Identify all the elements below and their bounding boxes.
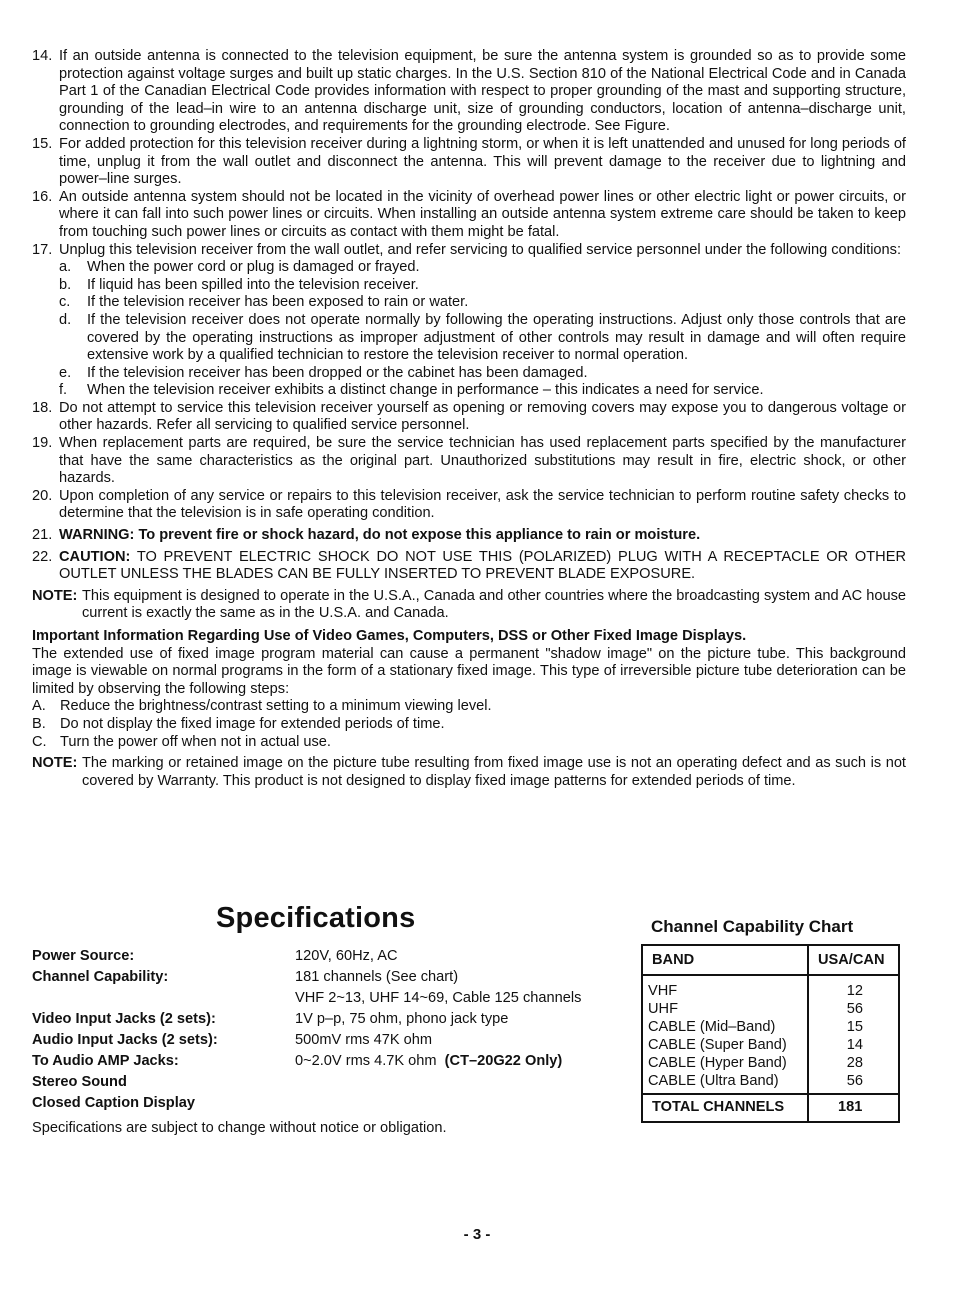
sub-list-item (32, 382, 906, 400)
note-text: The marking or retained image on the picture tube resulting from fixed image use is not an operating defect and as such is not covered by Warranty. This product is not designed to display fixed image patterns for extended periods of time. (82, 755, 906, 789)
band-cell: CABLE (Mid–Band) (648, 1019, 776, 1035)
spec-value: 0~2.0V rms 4.7K ohm (295, 1053, 437, 1069)
table-row (648, 1018, 898, 1036)
sub-list-item (32, 277, 906, 295)
page-number: - 3 - (463, 1226, 491, 1243)
specifications-list (32, 946, 632, 1114)
item-number: 19. (32, 435, 53, 452)
sub-list-item (32, 294, 906, 312)
sub-item-letter: b. (59, 276, 72, 293)
sub-item-letter: c. (59, 294, 71, 311)
count-cell: 56 (846, 1073, 863, 1089)
table-row (648, 1054, 898, 1072)
band-cell: VHF (648, 983, 678, 999)
sub-item-text: When the television receiver exhibits a distinct change in performance – this indicates a need for service. (87, 382, 764, 399)
spec-key: Audio Input Jacks (2 sets): (32, 1032, 218, 1048)
item-text: An outside antenna system should not be located in the vicinity of overhead power lines or other electric light or power circuits, or where it can fall into such power lines or circuits. When installing an outside antenna system extreme care should be taken to keep from touching such power lines or circuits as contact with them might be fatal. (59, 188, 906, 240)
item-number: 18. (32, 399, 53, 416)
sub-item-letter: f. (59, 382, 68, 399)
table-body (648, 982, 898, 1090)
spec-key (32, 988, 295, 1009)
item-number: 20. (32, 487, 53, 504)
spec-row (32, 967, 632, 988)
note-warranty (32, 755, 906, 790)
header-region: USA/CAN (818, 952, 885, 968)
total-value: 181 (838, 1099, 863, 1115)
important-heading: Important Information Regarding Use of Video Games, Computers, DSS or Other Fixed Image Displays. (32, 628, 747, 644)
list-item (32, 189, 906, 242)
item-number: 15. (32, 135, 53, 152)
spec-row (32, 1030, 632, 1051)
step-letter: B. (32, 715, 46, 732)
sub-list-item (32, 312, 906, 365)
count-cell: 12 (846, 983, 863, 999)
spec-value (295, 1072, 632, 1093)
sub-item-letter: e. (59, 364, 72, 381)
list-item (32, 242, 906, 260)
item-text: If an outside antenna is connected to the television equipment, be sure the antenna system is grounded so as to provide some protection against voltage surges and built up static charges. In the U.S. Section 810 of the National Electrical Code and in Canada Part 1 of the Canadian Electrical Code provides information with respect to proper grounding of the mast and supporting structure, grounding of the lead–in wire to an antenna discharge unit, size of grounding conductors, location of antenna–discharge unit, connection to grounding electrodes, and requirements for the grounding electrode. See Figure. (59, 48, 906, 135)
specifications-footnote: Specifications are subject to change without notice or obligation. (32, 1120, 447, 1136)
spec-row (32, 1093, 632, 1114)
count-cell: 14 (846, 1037, 863, 1053)
count-cell: 15 (846, 1019, 863, 1035)
spec-row (32, 1051, 632, 1072)
spec-row (32, 988, 632, 1009)
sub-list-item (32, 365, 906, 383)
table-header (643, 946, 898, 976)
sub-item-letter: d. (59, 311, 72, 328)
item-number: 14. (32, 48, 53, 64)
step-text: Do not display the fixed image for extended periods of time. (60, 715, 445, 732)
sub-item-text: If the television receiver does not operate normally by following the operating instructions. Adjust only those controls that are covered by the operating instructions as improper adjustment of other controls may result in damage and will often require extensive work by a qualified technician to restore the television receiver to normal operation. (87, 311, 906, 364)
channel-capability-table (641, 944, 900, 1123)
step-text: Turn the power off when not in actual use. (60, 733, 331, 750)
band-cell: CABLE (Ultra Band) (648, 1073, 779, 1089)
note-label: NOTE: (32, 755, 78, 772)
spec-key: Power Source: (32, 948, 135, 964)
table-row (648, 1000, 898, 1018)
spec-row (32, 946, 632, 967)
sub-item-text: If the television receiver has been dropped or the cabinet has been damaged. (87, 364, 588, 381)
spec-value: 500mV rms 47K ohm (295, 1032, 433, 1048)
caution-label: CAUTION: (59, 548, 131, 565)
step-item (32, 716, 906, 734)
spec-row (32, 1072, 632, 1093)
item-text: When replacement parts are required, be sure the service technician has used replacement parts specified by the manufacturer that have the same characteristics as the original part. Unauthorized substitutions may result in fire, electric shock, or other hazards. (59, 435, 906, 487)
spec-value: 120V, 60Hz, AC (295, 948, 398, 964)
spec-model-suffix: (CT–20G22 Only) (444, 1053, 563, 1069)
list-item (32, 488, 906, 523)
list-item (32, 435, 906, 488)
table-row (648, 1072, 898, 1090)
step-letter: C. (32, 733, 47, 750)
step-item (32, 734, 906, 752)
channel-chart-title: Channel Capability Chart (651, 917, 854, 936)
spec-key: Video Input Jacks (2 sets): (32, 1011, 216, 1027)
count-cell: 56 (846, 1001, 863, 1017)
spec-key: To Audio AMP Jacks: (32, 1053, 179, 1069)
count-cell: 28 (846, 1055, 863, 1071)
band-cell: CABLE (Super Band) (648, 1037, 787, 1053)
spec-value-group (295, 1051, 632, 1072)
item-text: Unplug this television receiver from the wall outlet, and refer servicing to qualified service personnel under the following conditions: (59, 241, 902, 258)
list-item (32, 136, 906, 189)
step-letter: A. (32, 698, 46, 715)
sub-item-text: If the television receiver has been exposed to rain or water. (87, 294, 469, 311)
warning-text: WARNING: To prevent fire or shock hazard, do not expose this appliance to rain or moisture. (59, 527, 701, 544)
table-row (648, 982, 898, 1000)
spec-value: 1V p–p, 75 ohm, phono jack type (295, 1011, 509, 1027)
spec-key: Closed Caption Display (32, 1095, 195, 1111)
note-label: NOTE: (32, 587, 78, 604)
spec-value: 181 channels (See chart) (295, 969, 459, 985)
table-total-row (643, 1093, 898, 1121)
band-cell: UHF (648, 1001, 678, 1017)
spec-key: Channel Capability: (32, 969, 169, 985)
item-text: For added protection for this television receiver during a lightning storm, or when it is left unattended and unused for long periods of time, unplug it from the wall outlet and disconnect the antenna. This will prevent damage to the receiver due to lightning and power–line surges. (59, 135, 906, 188)
step-item (32, 698, 906, 716)
step-text: Reduce the brightness/contrast setting to a minimum viewing level. (60, 698, 492, 715)
caution-item (32, 549, 906, 584)
list-item (32, 400, 906, 435)
item-number: 22. (32, 548, 53, 565)
specifications-title: Specifications (216, 902, 416, 934)
total-label: TOTAL CHANNELS (652, 1099, 785, 1115)
sub-item-text: When the power cord or plug is damaged or frayed. (87, 259, 420, 276)
spec-key: Stereo Sound (32, 1074, 127, 1090)
spec-value (295, 1093, 632, 1114)
item-number: 21. (32, 527, 53, 544)
safety-instructions-list (32, 48, 906, 790)
important-paragraph: The extended use of fixed image program material can cause a permanent "shadow image" on the picture tube. This background image is viewable on normal programs in the form of a stationary fixed image. This type of irreversible picture tube deterioration can be limited by observing the following steps: (32, 645, 906, 697)
item-number: 16. (32, 188, 53, 205)
list-item (32, 48, 906, 136)
header-band: BAND (652, 952, 695, 968)
item-text: Do not attempt to service this television receiver yourself as opening or removing covers may expose you to dangerous voltage or other hazards. Refer all servicing to qualified service personnel. (59, 399, 906, 434)
item-number: 17. (32, 241, 53, 258)
spec-value: VHF 2~13, UHF 14~69, Cable 125 channels (295, 990, 582, 1006)
note-broadcast (32, 588, 906, 623)
spec-row (32, 1009, 632, 1030)
warning-item (32, 527, 906, 545)
band-cell: CABLE (Hyper Band) (648, 1055, 787, 1071)
caution-body: TO PREVENT ELECTRIC SHOCK DO NOT USE THIS (POLARIZED) PLUG WITH A RECEPTACLE OR OTHER OUTLET UNLESS THE BLADES CAN BE FULLY INSERTED TO PREVENT BLADE EXPOSURE. (59, 548, 906, 583)
item-text: Upon completion of any service or repairs to this television receiver, ask the service technician to perform routine safety checks to determine that the television is in safe operating condition. (59, 487, 906, 522)
sub-list-item (32, 259, 906, 277)
sub-item-letter: a. (59, 259, 72, 276)
note-text: This equipment is designed to operate in the U.S.A., Canada and other countries where the broadcasting system and AC house current is exactly the same as in the U.S.A. and Canada. (82, 587, 906, 622)
table-row (648, 1036, 898, 1054)
sub-item-text: If liquid has been spilled into the television receiver. (87, 276, 419, 293)
caution-text (59, 549, 906, 584)
